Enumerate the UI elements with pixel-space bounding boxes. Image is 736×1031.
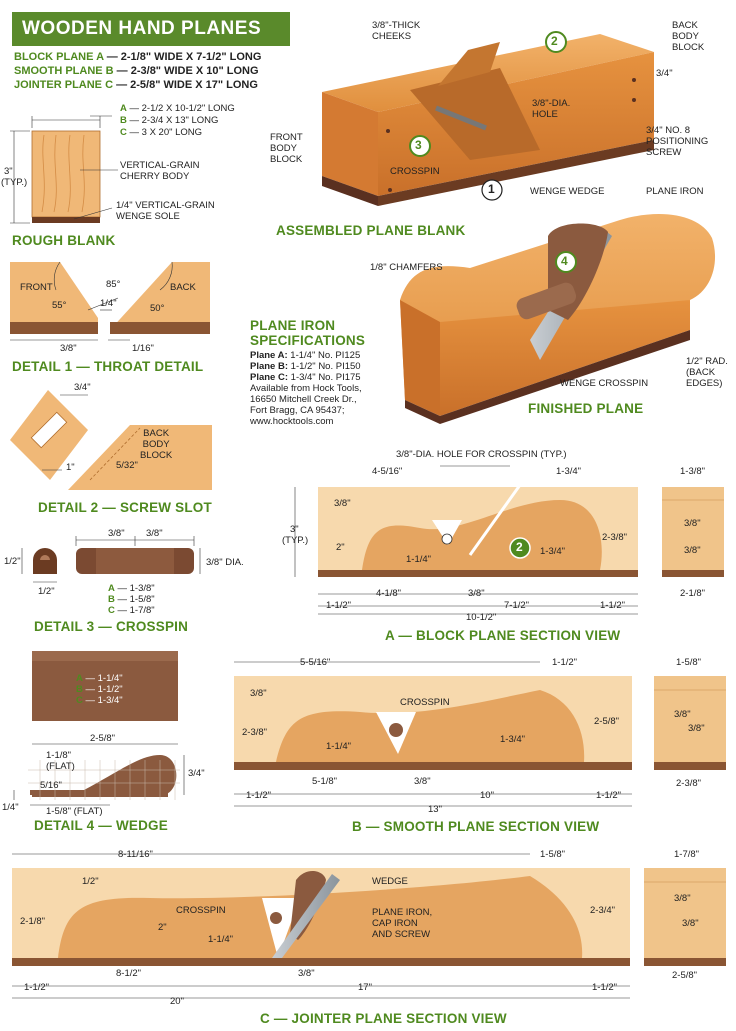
sb-d114: 1-1/4" [326,741,352,752]
sb-end-width: 2-3/8" [676,778,702,789]
sb-d258: 2-5/8" [594,716,620,727]
throat-left-dim: 3/8" [60,343,77,354]
detail-4-caption: DETAIL 4 — WEDGE [34,818,168,833]
crosspin-end-dim: 1/2" [4,556,21,567]
sa-d2: 2" [336,542,345,553]
crosspin-label: CROSSPIN [390,166,440,177]
slot-bottom-dim: 1" [66,462,75,473]
sa-bottom-left: 1-1/2" [326,600,352,611]
assembled-34-dim: 3/4" [656,68,673,79]
sc-top-right: 1-5/8" [540,849,566,860]
badge-2-assembled: 2 [551,34,558,48]
rough-blank-drawing [10,116,118,223]
sc-end-bottom: 3/8" [682,918,699,929]
sb-top-left: 5-5/16" [300,657,331,668]
rough-height-note: (TYP.) [1,177,28,188]
assembled-blank-drawing [322,32,654,206]
hock-tools-source: Available from Hock Tools, 16650 Mitchell Creek Dr., Fort Bragg, CA 95437; www.hocktools.com [250,383,362,427]
sa-d238: 2-3/8" [602,532,628,543]
hole-label: 3/8"-DIA. HOLE [532,98,571,120]
detail-3-caption: DETAIL 3 — CROSSPIN [34,619,189,634]
throat-angle-top: 85° [106,279,121,290]
sa-end-top: 3/8" [684,518,701,529]
back-body-block-label: BACK BODY BLOCK [672,20,705,53]
front-body-block-label: FRONT BODY BLOCK [270,132,303,165]
wedge-flat-top: 1-1/8" (FLAT) [46,750,75,772]
crosspin-seg2: 3/8" [146,528,163,539]
sa-bottom-mid: 7-1/2" [504,600,530,611]
plane-c-spec: JOINTER PLANE C — 2-5/8" WIDE X 17" LONG [14,79,258,91]
sc-iron: PLANE IRON, CAP IRON AND SCREW [372,907,433,940]
sa-top-left: 4-5/16" [372,466,403,477]
sb-bottom-mid: 10" [480,790,494,801]
wedge-width-a: A — 1-1/4" [76,673,123,684]
section-b-caption: B — SMOOTH PLANE SECTION VIEW [352,819,600,834]
sc-d38: 3/8" [298,968,315,979]
wedge-height-dim: 3/4" [188,768,205,779]
rough-size-b: B — 2-3/4 X 13" LONG [120,115,219,126]
sb-d238: 2-3/8" [242,727,268,738]
sa-height: 3" [290,524,299,535]
sa-d114: 1-1/4" [406,554,432,565]
section-c-caption: C — JOINTER PLANE SECTION VIEW [260,1011,507,1026]
sc-d812: 8-1/2" [116,968,142,979]
throat-angle-front: 55° [52,300,67,311]
wedge-inner-dim: 5/16" [40,780,62,791]
section-a-drawing [295,466,724,614]
throat-front-label: FRONT [20,282,53,293]
plane-iron-c: Plane C: 1-3/4" No. PI175 [250,372,361,383]
detail-1-caption: DETAIL 1 — THROAT DETAIL [12,359,204,374]
sc-bottom-left: 1-1/2" [24,982,50,993]
detail-2-caption: DETAIL 2 — SCREW SLOT [38,500,212,515]
sa-end-bottom: 3/8" [684,545,701,556]
plane-iron-heading: PLANE IRON SPECIFICATIONS [250,318,366,348]
sc-end-top: 3/8" [674,893,691,904]
sb-bottom-right: 1-1/2" [596,790,622,801]
sa-top-right: 1-3/4" [556,466,582,477]
cheeks-label: 3/8"-THICK CHEEKS [372,20,421,42]
wedge-width-b: B — 1-1/2" [76,684,123,695]
sc-side: 1-7/8" [674,849,700,860]
sc-end-width: 2-5/8" [672,970,698,981]
sa-side: 1-3/8" [680,466,706,477]
sc-overall: 20" [170,996,184,1007]
slot-back-block-label: BACK BODY BLOCK [140,428,173,461]
plane-b-spec: SMOOTH PLANE B — 2-3/8" WIDE X 10" LONG [14,65,259,77]
slot-width-dim: 5/32" [116,460,138,471]
detail-2-screw-slot-drawing [10,390,212,490]
sb-d38b: 3/8" [414,776,431,787]
detail-3-crosspin-drawing [22,536,200,582]
sa-d38b: 3/8" [468,588,485,599]
crosspin-end-bottom: 1/2" [38,586,55,597]
chamfers-label: 1/8" CHAMFERS [370,262,443,273]
wenge-wedge-label: WENGE WEDGE [530,186,605,197]
sa-d418: 4-1/8" [376,588,402,599]
sb-d134: 1-3/4" [500,734,526,745]
wenge-crosspin-label: WENGE CROSSPIN [560,378,649,389]
wenge-sole-label: 1/4" VERTICAL-GRAIN WENGE SOLE [116,200,215,222]
sa-overall: 10-1/2" [466,612,497,623]
finished-caption: FINISHED PLANE [528,401,644,416]
assembled-caption: ASSEMBLED PLANE BLANK [276,223,466,238]
sb-end-bottom: 3/8" [688,723,705,734]
sb-overall: 13" [428,804,442,815]
rough-blank-caption: ROUGH BLANK [12,233,116,248]
crosspin-len-a: A — 1-3/8" [108,583,155,594]
sb-d518: 5-1/8" [312,776,338,787]
crosspin-len-b: B — 1-5/8" [108,594,155,605]
crosspin-seg1: 3/8" [108,528,125,539]
back-edge-radius-label: 1/2" RAD. (BACK EDGES) [686,356,728,389]
plane-a-spec: BLOCK PLANE A — 2-1/8" WIDE X 7-1/2" LONG [14,51,262,63]
plane-iron-b: Plane B: 1-1/2" No. PI150 [250,361,361,372]
sc-top-left: 8-11/16" [118,849,153,860]
throat-right-dim: 1/16" [132,343,154,354]
plane-iron-label: PLANE IRON [646,186,704,197]
sb-d38: 3/8" [250,688,267,699]
sc-bottom-right: 1-1/2" [592,982,618,993]
section-b-drawing [234,662,726,806]
sc-d114: 1-1/4" [208,934,234,945]
crosspin-dia: 3/8" DIA. [206,557,244,568]
rough-height-dim: 3" [4,166,13,177]
sc-d2: 2" [158,922,167,933]
sa-d134: 1-3/4" [540,546,566,557]
badge-1-assembled: 1 [488,182,495,196]
cherry-body-label: VERTICAL-GRAIN CHERRY BODY [120,160,200,182]
sc-wedge: WEDGE [372,876,408,887]
sb-end-top: 3/8" [674,709,691,720]
wedge-top-dim: 2-5/8" [90,733,116,744]
throat-gap-dim: 1/4" [100,298,117,309]
throat-angle-back: 50° [150,303,165,314]
throat-back-label: BACK [170,282,196,293]
rough-size-c: C — 3 X 20" LONG [120,127,203,138]
sa-end-width: 2-1/8" [680,588,706,599]
sa-height-note: (TYP.) [282,535,309,546]
crosspin-len-c: C — 1-7/8" [108,605,155,616]
sc-d234: 2-3/4" [590,905,616,916]
badge-3-assembled: 3 [415,138,422,152]
sa-d38: 3/8" [334,498,351,509]
slot-top-dim: 3/4" [74,382,91,393]
sb-side: 1-5/8" [676,657,702,668]
sb-bottom-left: 1-1/2" [246,790,272,801]
sa-hole-note: 3/8"-DIA. HOLE FOR CROSSPIN (TYP.) [396,449,567,460]
badge-2-section-a: 2 [516,540,523,554]
wedge-thick-dim: 1/4" [2,802,19,813]
plane-iron-a: Plane A: 1-1/4" No. PI125 [250,350,361,361]
section-a-caption: A — BLOCK PLANE SECTION VIEW [385,628,621,643]
sc-d12: 1/2" [82,876,99,887]
wedge-width-c: C — 1-3/4" [76,695,123,706]
badge-4-finished: 4 [561,254,568,268]
sc-bottom-mid: 17" [358,982,372,993]
rough-size-a: A — 2-1/2 X 10-1/2" LONG [120,103,235,114]
positioning-screw-label: 3/4" NO. 8 POSITIONING SCREW [646,125,709,158]
sb-top-right: 1-1/2" [552,657,578,668]
finished-plane-drawing [400,214,715,424]
page-title: WOODEN HAND PLANES [12,12,290,46]
sc-crosspin: CROSSPIN [176,905,226,916]
sb-crosspin: CROSSPIN [400,697,450,708]
sa-bottom-right: 1-1/2" [600,600,626,611]
wedge-flat-bottom: 1-5/8" (FLAT) [46,806,103,817]
sc-d218: 2-1/8" [20,916,46,927]
